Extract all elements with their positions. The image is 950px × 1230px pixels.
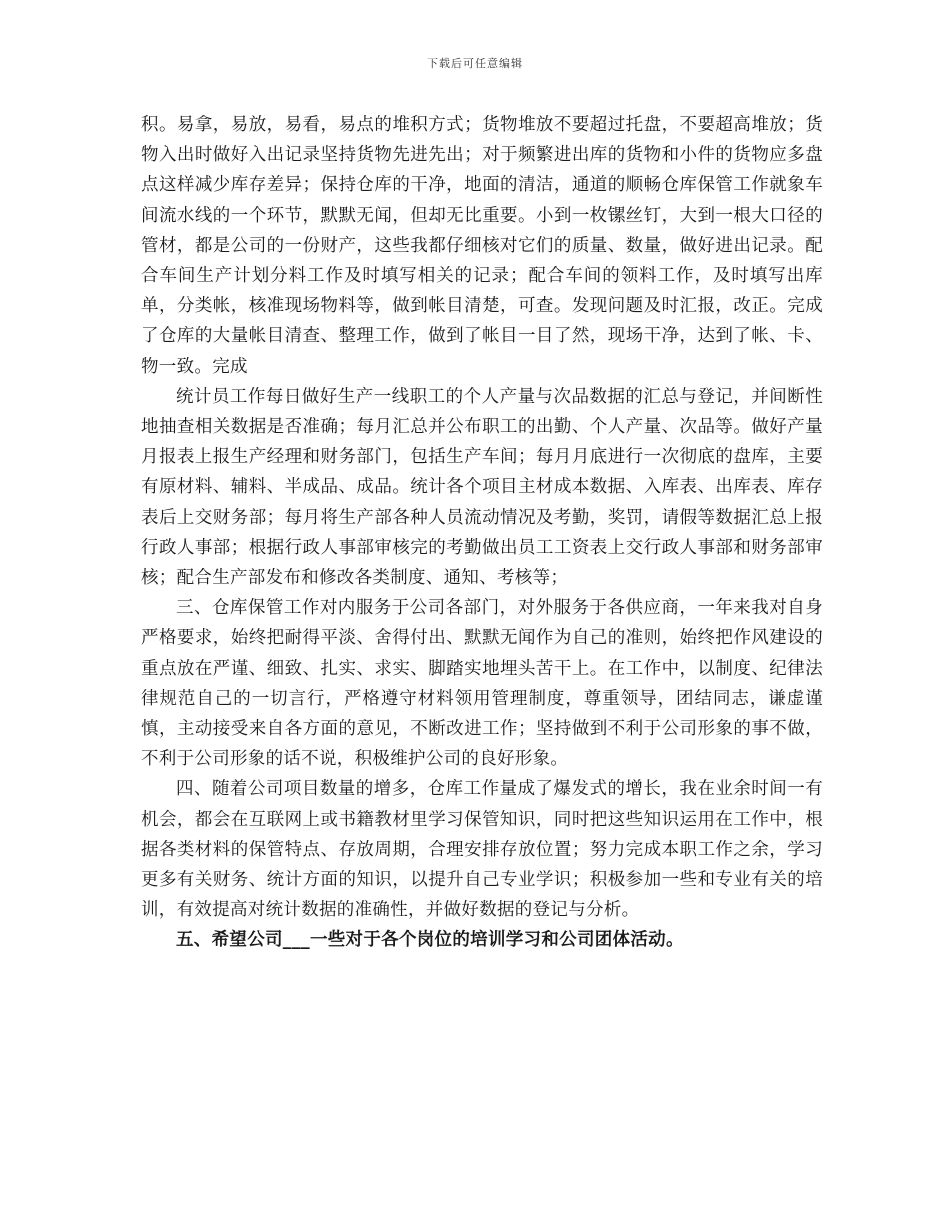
paragraph-section-five: 五、希望公司___一些对于各个岗位的培训学习和公司团体活动。 (176, 930, 684, 951)
paragraph-section-four: 四、随着公司项目数量的增多，仓库工作量成了爆发式的增长，我在业余时间一有机会，都会在互联网上或书籍教材里学习保管知识，同时把这些知识运用在工作中，根据各类材料的保管特点、存放周期，合理安排存放位置；努力完成本职工作之余，学习更多有关财务、统计方面的知识，以提升自己专业学识；积极参加一些和专业有关的培训，有效提高对统计数据的准确性，并做好数据的登记与分析。 (141, 779, 823, 921)
page-header: 下载后可任意编辑 (427, 57, 523, 70)
document-body (141, 110, 823, 956)
paragraph-statistician: 统计员工作每日做好生产一线职工的个人产量与次品数据的汇总与登记，并间断性地抽查相关数据是否准确；每月汇总并公布职工的出勤、个人产量、次品等。做好产量月报表上报生产经理和财务部门，包括生产车间；每月月底进行一次彻底的盘库，主要有原材料、辅料、半成品、成品。统计各个项目主材成本数据、入库表、出库表、库存表后上交财务部；每月将生产部各种人员流动情况及考勤，奖罚，请假等数据汇总上报行政人事部；根据行政人事部审核完的考勤做出员工工资表上交行政人事部和财务部审核；配合生产部发布和修改各类制度、通知、考核等； (141, 386, 823, 589)
paragraph-continuation: 积。易拿，易放，易看，易点的堆积方式；货物堆放不要超过托盘，不要超高堆放；货物入出时做好入出记录坚持货物先进先出；对于频繁进出库的货物和小件的货物应多盘点这样减少库存差异；保持仓库的干净，地面的清洁，通道的顺畅仓库保管工作就象车间流水线的一个环节，默默无闻，但却无比重要。小到一枚镙丝钉，大到一根大口径的管材，都是公司的一份财产，这些我都仔细核对它们的质量、数量，做好进出记录。配合车间生产计划分料工作及时填写相关的记录；配合车间的领料工作，及时填写出库单，分类帐，核准现场物料等，做到帐目清楚，可查。发现问题及时汇报，改正。完成了仓库的大量帐目清查、整理工作，做到了帐目一目了然，现场干净，达到了帐、卡、物一致。完成 (141, 115, 823, 377)
paragraph-section-three: 三、仓库保管工作对内服务于公司各部门，对外服务于各供应商，一年来我对自身严格要求，始终把耐得平淡、舍得付出、默默无闻作为自己的准则，始终把作风建设的重点放在严谨、细致、扎实、求实、脚踏实地埋头苦干上。在工作中，以制度、纪律法律规范自己的一切言行，严格遵守材料领用管理制度，尊重领导，团结同志，谦虚谨慎，主动接受来自各方面的意见，不断改进工作；坚持做到不利于公司形象的事不做，不利于公司形象的话不说，积极维护公司的良好形象。 (141, 598, 823, 770)
